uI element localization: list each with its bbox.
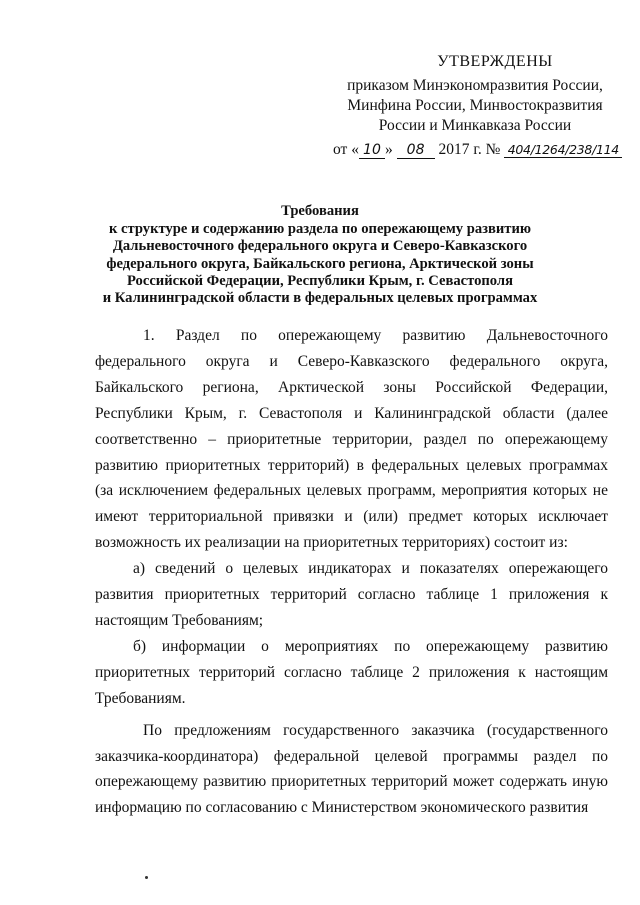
date-quote-close: » — [384, 141, 393, 158]
handwritten-month: 08 — [397, 142, 435, 159]
handwritten-day: 10 — [359, 142, 385, 159]
title-main: Требования — [281, 203, 359, 219]
paragraph-2: По предложениям государственного заказчика (государственного заказчика-координатора) федеральной целевой программы раздел по опережающему развитию приоритетных территорий может содержать иную информацию по согласованию с Министерством экономического развития — [95, 721, 608, 817]
title-line: Российской Федерации, Республики Крым, г. Севастополя — [127, 272, 513, 289]
scan-dot — [145, 876, 148, 879]
paragraph-1: 1. Раздел по опережающему развитию Дальневосточного федерального округа и Северо-Кавказского федерального округа, Байкальского региона, Арктической зоны Российской Федерации, Республики Крым, г. Севастополя и Калининградской области (далее соответственно – приоритетные территории, раздел по опережающему развитию приоритетных территорий) в федеральных целевых программах (за исключением федеральных целевых программ, мероприятия которых не имеют территориальной привязки и (или) предмет которых исключает возможность их реализации на приоритетных территориях) состоит из: — [95, 327, 608, 552]
approval-line: Минфина России, Минвостокразвития — [347, 97, 603, 114]
title-line: к структуре и содержанию раздела по опережающему развитию — [108, 221, 532, 238]
approval-line: приказом Минэкономразвития России, — [347, 77, 603, 94]
title-line: федерального округа, Байкальского региона, Арктической зоны — [106, 255, 534, 272]
approval-block — [340, 52, 610, 136]
date-year-text: 2017 г. № — [438, 141, 501, 158]
document-title — [90, 203, 550, 307]
document-body — [95, 323, 608, 821]
title-line: Дальневосточного федерального округа и Северо-Кавказского — [112, 238, 528, 255]
date-prefix: от « — [333, 141, 359, 158]
handwritten-order-number: 404/1264/238/114 — [504, 142, 622, 158]
approval-heading: УТВЕРЖДЕНЫ — [437, 53, 553, 70]
approval-line: России и Минкавказа России — [378, 117, 572, 134]
subparagraph-a: а) сведений о целевых индикаторах и показателях опережающего развития приоритетных территорий согласно таблице 1 приложения к настоящим Требованиям; — [95, 560, 608, 629]
subparagraph-b: б) информации о мероприятиях по опережающему развитию приоритетных территорий согласно таблице 2 приложения к настоящим Требованиям. — [95, 637, 608, 707]
order-date-line — [333, 141, 633, 159]
title-line: и Калининградской области в федеральных целевых программах — [102, 290, 538, 307]
